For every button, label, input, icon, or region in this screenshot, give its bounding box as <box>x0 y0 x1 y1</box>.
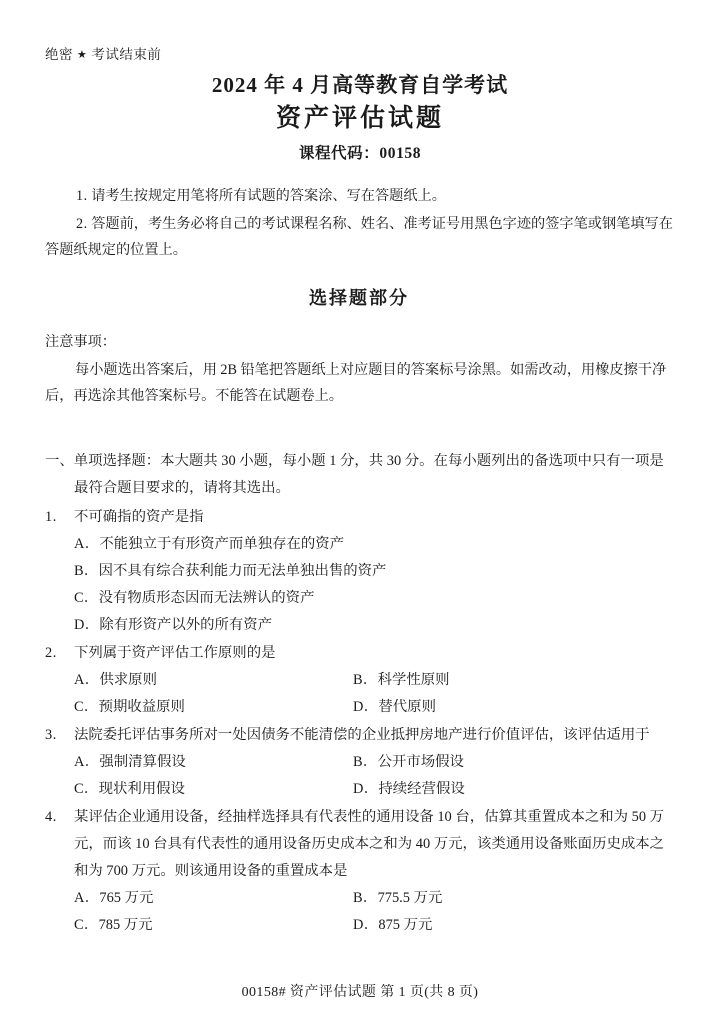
option-row <box>74 667 673 694</box>
option-label: A． <box>74 889 100 906</box>
option-row <box>74 585 673 612</box>
secrecy-marking <box>45 43 161 63</box>
question-number: 1. <box>45 508 57 525</box>
section-heading: 一、单项选择题：本大题共 30 小题，每小题 1 分，共 30 分。在每小题列出的备选项中只有一项是最符合题目要求的，请将其选出。 <box>45 452 664 496</box>
options-list <box>45 667 673 721</box>
option-a[interactable] <box>74 749 353 776</box>
option-label: A． <box>74 753 100 770</box>
course-code-line <box>0 143 720 165</box>
option-text: 除有形资产以外的所有资产 <box>99 616 273 633</box>
option-row <box>74 885 673 912</box>
option-text: 不能独立于有形资产而单独存在的资产 <box>99 535 345 552</box>
option-b[interactable] <box>74 558 673 585</box>
option-c[interactable] <box>74 585 673 612</box>
page-footer: 00158# 资产评估试题 第 1 页(共 8 页) <box>241 985 479 1000</box>
option-text: 现状利用假设 <box>98 780 185 797</box>
option-label: D． <box>353 698 379 715</box>
option-text: 持续经营假设 <box>378 780 465 797</box>
option-row <box>74 776 673 803</box>
option-row <box>74 749 673 776</box>
option-label: B． <box>353 753 378 770</box>
question-stem <box>45 722 673 749</box>
secrecy-suffix: 考试结束前 <box>91 47 162 62</box>
option-row <box>74 558 673 585</box>
option-label: C． <box>74 589 99 606</box>
option-label: C． <box>74 698 99 715</box>
option-row <box>74 694 673 721</box>
question-text: 不可确指的资产是指 <box>74 508 204 525</box>
option-text: 预期收益原则 <box>98 698 185 715</box>
question-item <box>45 722 673 803</box>
option-d[interactable] <box>353 694 673 721</box>
option-row <box>74 612 673 639</box>
course-code-value: 00158 <box>379 145 422 162</box>
star-icon: ★ <box>77 49 88 61</box>
option-a[interactable] <box>74 667 353 694</box>
option-label: D． <box>74 616 100 633</box>
question-number: 4. <box>45 808 57 825</box>
options-list <box>45 531 673 639</box>
option-a[interactable] <box>74 531 673 558</box>
options-list <box>45 885 673 939</box>
question-number: 3. <box>45 726 57 743</box>
option-d[interactable] <box>74 612 673 639</box>
instruction-item <box>45 183 673 210</box>
option-row <box>74 912 673 939</box>
option-text: 强制清算假设 <box>99 753 186 770</box>
title-block <box>0 72 720 165</box>
question-stem <box>45 504 673 531</box>
question-item <box>45 640 673 721</box>
course-code-separator: ： <box>363 145 380 162</box>
option-text: 公开市场假设 <box>377 753 464 770</box>
option-b[interactable] <box>353 749 673 776</box>
instruction-number: 2. <box>76 215 88 232</box>
question-text: 下列属于资产评估工作原则的是 <box>74 644 276 661</box>
instruction-text: 答题前，考生务必将自己的考试课程名称、姓名、准考证号用黑色字迹的签字笔或钢笔填写在答题纸规定的位置上。 <box>45 215 673 258</box>
option-label: B． <box>74 562 99 579</box>
option-b[interactable] <box>353 667 673 694</box>
course-code-label: 课程代码 <box>298 145 364 162</box>
option-text: 775.5 万元 <box>377 889 443 906</box>
notice-body: 每小题选出答案后，用 2B 铅笔把答题纸上对应题目的答案标号涂黑。如需改动，用橡皮擦干净后，再选涂其他答案标号。不能答在试题卷上。 <box>45 361 667 404</box>
instruction-text: 请考生按规定用笔将所有试题的答案涂、写在答题纸上。 <box>91 188 446 204</box>
option-label: B． <box>353 889 378 906</box>
question-stem <box>45 640 673 667</box>
question-item <box>45 504 673 639</box>
options-list <box>45 749 673 803</box>
exam-title: 2024 年 4 月高等教育自学考试 <box>211 73 509 97</box>
instruction-item <box>45 211 673 264</box>
option-a[interactable] <box>74 885 353 912</box>
instruction-number: 1. <box>76 188 88 204</box>
option-text: 科学性原则 <box>377 671 450 688</box>
part-title: 选择题部分 <box>309 287 409 308</box>
option-label: D． <box>353 780 379 797</box>
option-row <box>74 531 673 558</box>
option-label: C． <box>74 780 99 797</box>
question-text: 某评估企业通用设备，经抽样选择具有代表性的通用设备 10 台，估算其重置成本之和为 50 万元，而该 10 台具有代表性的通用设备历史成本之和为 40 万元，该类通用设备账面历史成本之和为 700 万元。则该通用设备的重置成本是 <box>74 808 665 879</box>
option-label: C． <box>74 916 99 933</box>
question-stem <box>45 804 673 885</box>
option-c[interactable] <box>74 694 353 721</box>
question-section <box>45 448 673 939</box>
option-label: A． <box>74 671 100 688</box>
option-b[interactable] <box>353 885 673 912</box>
option-label: A． <box>74 535 100 552</box>
question-item <box>45 804 673 939</box>
subject-title: 资产评估试题 <box>275 105 444 132</box>
option-d[interactable] <box>353 912 673 939</box>
option-text: 875 万元 <box>378 916 433 933</box>
document-body <box>45 183 673 939</box>
option-d[interactable] <box>353 776 673 803</box>
question-text: 法院委托评估事务所对一处因债务不能清偿的企业抵押房地产进行价值评估，该评估适用于 <box>74 726 650 743</box>
question-number: 2. <box>45 644 57 661</box>
option-label: D． <box>353 916 379 933</box>
option-text: 765 万元 <box>99 889 154 906</box>
option-text: 没有物质形态因而无法辨认的资产 <box>98 589 315 606</box>
option-c[interactable] <box>74 912 353 939</box>
notice-label: 注意事项： <box>45 334 116 350</box>
secrecy-label: 绝密 <box>45 47 73 62</box>
option-text: 785 万元 <box>98 916 153 933</box>
option-label: B． <box>353 671 378 688</box>
option-text: 替代原则 <box>378 698 436 715</box>
option-text: 供求原则 <box>99 671 157 688</box>
option-text: 因不具有综合获利能力而无法单独出售的资产 <box>98 562 387 579</box>
option-c[interactable] <box>74 776 353 803</box>
